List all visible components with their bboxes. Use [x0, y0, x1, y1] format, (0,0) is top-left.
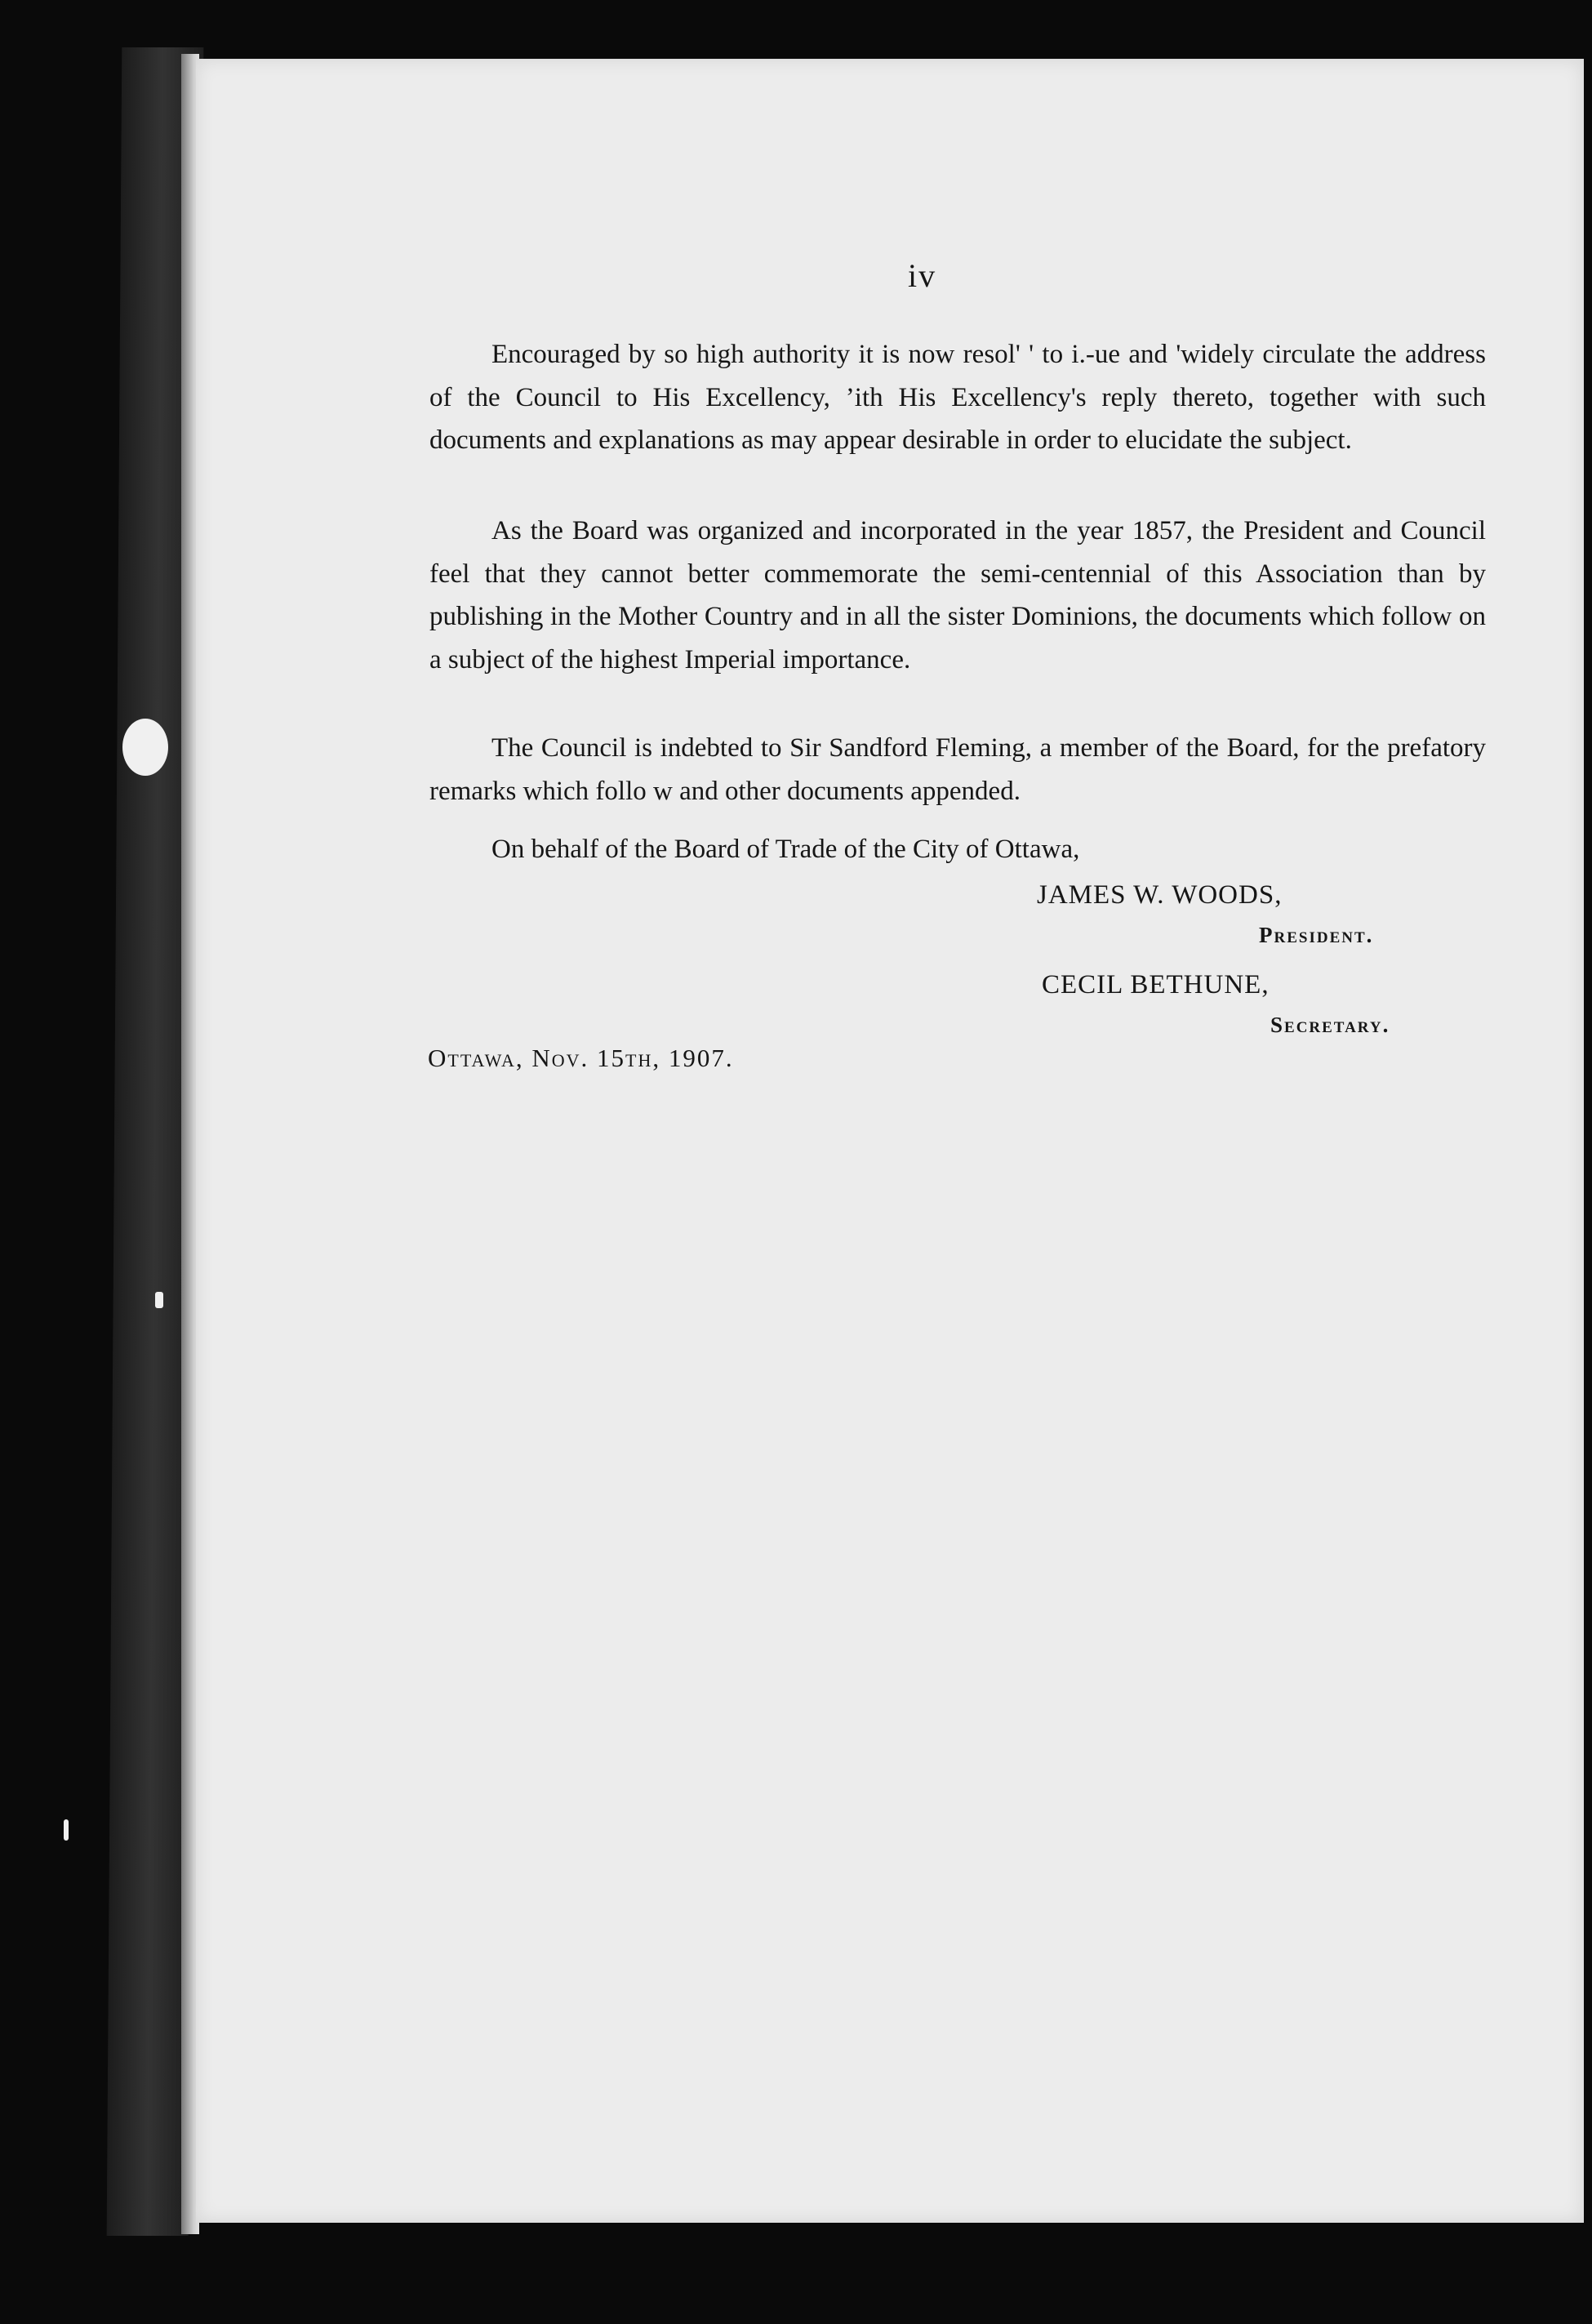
signatory-secretary-name: CECIL BETHUNE, — [1042, 970, 1270, 999]
closing-line: On behalf of the Board of Trade of the City of Ottawa, — [491, 835, 1080, 864]
margin-speck — [155, 1292, 163, 1308]
signatory-secretary-title: Secretary. — [1270, 1013, 1390, 1037]
signatory-president-name: JAMES W. WOODS, — [1037, 880, 1283, 910]
margin-blemish — [122, 719, 168, 776]
page-number: iv — [908, 257, 937, 294]
paragraph-semi-centennial: As the Board was organized and incorporated in the year 1857, the President and Council feel that they cannot better commemorate the semi-centennial of this Association than by publishing in the Mother Country and in all the sister Dominions, the documents which follow on a subject of the highest Imperial importance. — [429, 516, 1486, 674]
margin-speck — [64, 1819, 69, 1841]
dateline: Ottawa, Nov. 15th, 1907. — [428, 1044, 734, 1072]
signatory-president-title: President. — [1259, 923, 1374, 947]
paragraph-intro: Encouraged by so high authority it is now resol' ' to i.-ue and 'widely circulate the address of the Council to His Excellency, ’ith His Excellency's reply thereto, together with such documents and explanations as may appear desirable in order to elucidate the subject. — [429, 340, 1486, 455]
paragraph-acknowledgement: The Council is indebted to Sir Sandford Fleming, a member of the Board, for the prefatory remarks which follo w and other documents appended. — [429, 733, 1486, 806]
